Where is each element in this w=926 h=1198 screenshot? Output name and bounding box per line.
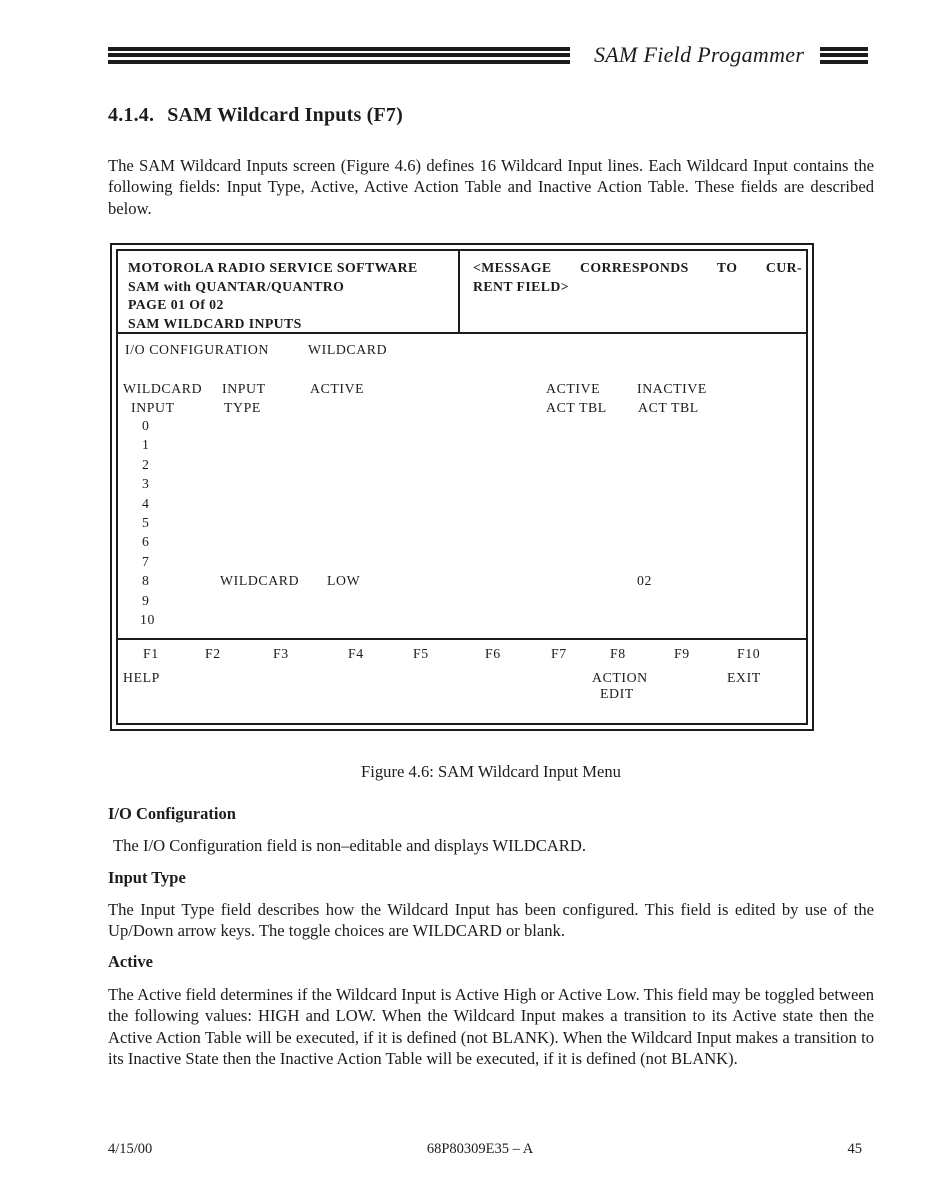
wildcard-input-row [112, 476, 812, 495]
fkey-f2: F2 [205, 646, 221, 661]
banner-line-product: SAM with QUANTAR/QUANTRO [128, 278, 345, 294]
col-header-active: ACTIVE [310, 381, 365, 396]
col-header-inactive-act-tbl: INACTIVE [637, 381, 707, 396]
running-header-title: SAM Field Progammer [594, 42, 805, 67]
row-number: 3 [142, 476, 150, 491]
col-header-active-act-tbl-line2: ACT TBL [546, 400, 607, 415]
col-header-wildcard-line2: INPUT [131, 400, 175, 415]
row-number: 8 [142, 573, 150, 588]
banner-line-screen-name: SAM WILDCARD INPUTS [128, 315, 302, 331]
fkey-f8-label-action: ACTION [592, 670, 648, 685]
fkey-f10: F10 [737, 646, 761, 661]
row-number: 9 [142, 593, 150, 608]
fkey-f3: F3 [273, 646, 289, 661]
col-header-input: INPUT [222, 381, 266, 396]
field-title-io-configuration: I/O Configuration [108, 804, 236, 823]
fkey-f6: F6 [485, 646, 501, 661]
wildcard-input-row [112, 573, 812, 592]
screen-header-divider-horizontal [118, 332, 806, 334]
wildcard-input-row [112, 515, 812, 534]
footer-doc-number: 68P80309E35 – A [426, 1141, 534, 1157]
io-configuration-label: I/O CONFIGURATION [125, 342, 269, 357]
fkey-f9: F9 [674, 646, 690, 661]
wildcard-input-row [112, 457, 812, 476]
banner-line-page: PAGE 01 Of 02 [128, 297, 224, 313]
message-line-2: RENT FIELD> [473, 278, 569, 294]
row-number: 6 [142, 534, 150, 549]
wildcard-input-row [112, 418, 812, 437]
field-body-input-type: The Input Type field describes how the Wildcard Input has been configured. This field is edited by use of the Up/Down arrow keys. The toggle choices are WILDCARD or blank. [108, 900, 874, 941]
fkey-f1: F1 [143, 646, 159, 661]
col-header-active-act-tbl: ACTIVE [546, 381, 601, 396]
row-number: 10 [140, 612, 155, 627]
wildcard-input-row [112, 534, 812, 553]
intro-paragraph: The SAM Wildcard Inputs screen (Figure 4.6) defines 16 Wildcard Input lines. Each Wildcard Input contains the following fields: Input Type, Active, Active Action Table and Inactive Action Table. These fields are described below. [108, 156, 874, 218]
section-title: SAM Wildcard Inputs (F7) [167, 104, 403, 126]
field-body-io-configuration: The I/O Configuration field is non–editable and displays WILDCARD. [113, 836, 586, 855]
figure-caption: Figure 4.6: SAM Wildcard Input Menu [361, 762, 621, 781]
fkey-f8: F8 [610, 646, 626, 661]
wildcard-input-row [112, 554, 812, 573]
col-header-wildcard: WILDCARD [123, 381, 203, 396]
footer-date: 4/15/00 [108, 1141, 153, 1157]
screen-fkey-divider [118, 638, 806, 640]
fkey-f7: F7 [551, 646, 567, 661]
field-title-input-type: Input Type [108, 868, 186, 887]
fkey-f10-label-exit: EXIT [727, 670, 761, 685]
row-input-type: WILDCARD [220, 573, 300, 588]
footer-page-number: 45 [847, 1141, 862, 1157]
row-number: 4 [142, 496, 150, 511]
screen-figure [110, 243, 814, 731]
field-title-active: Active [108, 952, 153, 971]
wildcard-input-row [112, 496, 812, 515]
row-inactive-act-tbl: 02 [637, 573, 652, 588]
row-number: 2 [142, 457, 150, 472]
fkey-f8-label-edit: EDIT [600, 686, 634, 701]
message-line-1: <MESSAGE CORRESPONDS TO CUR- [473, 260, 802, 275]
row-number: 5 [142, 515, 150, 530]
header-rule-left [108, 47, 570, 64]
fkey-f4: F4 [348, 646, 364, 661]
col-header-inactive-act-tbl-line2: ACT TBL [638, 400, 699, 415]
fkey-f5: F5 [413, 646, 429, 661]
banner-line-software: MOTOROLA RADIO SERVICE SOFTWARE [128, 260, 418, 275]
col-header-input-line2: TYPE [224, 400, 261, 415]
field-body-active: The Active field determines if the Wildcard Input is Active High or Active Low. This field may be toggled between the following values: HIGH and LOW. When the Wildcard Input makes a transition to its Active state then the Active Action Table will be executed, if it is defined (not BLANK). When the Wildcard Input makes a transition to its Inactive State then the Inactive Action Table will be executed, if it is defined (not BLANK). [108, 985, 874, 1069]
row-number: 1 [142, 437, 150, 452]
row-number: 0 [142, 418, 150, 433]
header-rule-right [820, 47, 868, 64]
wildcard-input-row [112, 593, 812, 612]
section-number: 4.1.4. [108, 104, 155, 126]
screen-banner [128, 259, 418, 333]
section-heading [108, 104, 403, 127]
wildcard-input-row [112, 437, 812, 456]
io-configuration-value: WILDCARD [308, 342, 388, 357]
row-active: LOW [327, 573, 361, 588]
fkey-f1-label-help: HELP [123, 670, 160, 685]
screen-message-area [473, 259, 802, 296]
wildcard-input-row [112, 612, 812, 631]
row-number: 7 [142, 554, 150, 569]
screen-header-divider-vertical [458, 251, 460, 332]
